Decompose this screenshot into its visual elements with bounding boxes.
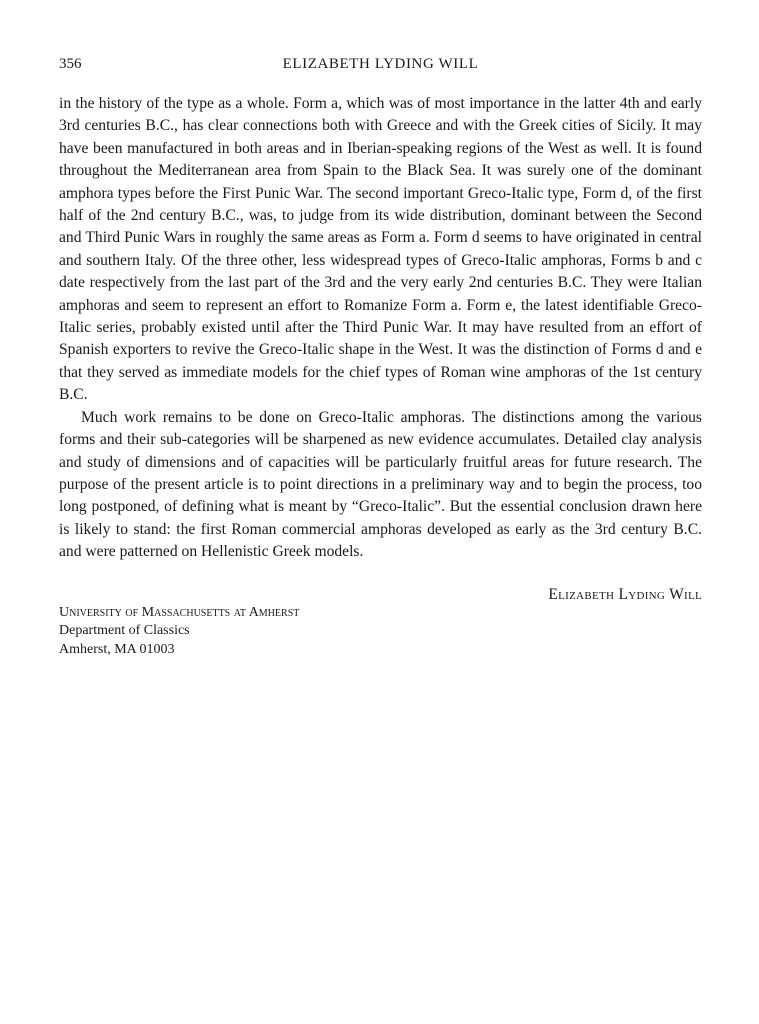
page-number: 356	[59, 56, 82, 72]
address: Amherst, MA 01003	[59, 641, 175, 657]
department: Department of Classics	[59, 623, 190, 639]
paragraph: in the history of the type as a whole. Form a, which was of most importance in the latter 4th and early 3rd centuries B.C., has clear connections both with Greece and with the Greek cities of Sicily. It may have been manufactured in both areas and in Iberian-speaking regions of the West as well. It is found throughout the Mediterranean area from Spain to the Black Sea. It was surely one of the dominant amphora types before the First Punic War. The second important Greco-Italic type, Form d, of the first half of the 2nd century B.C., was, to judge from its wide distribution, dominant between the Second and Third Punic Wars in roughly the same areas as Form a. Form d seems to have originated in central and southern Italy. Of the three other, less widespread types of Greco-Italic amphoras, Forms b and c date respectively from the last part of the 3rd and the very early 2nd centuries B.C. They were Italian amphoras and seem to represent an effort to Romanize Form a. Form e, the latest identifiable Greco-Italic series, probably existed until after the Third Punic War. It may have resulted from an effort of Spanish exporters to revive the Greco-Italic shape in the West. It was the distinction of Forms d and e that they served as immediate models for the chief types of Roman wine amphoras of the 1st century B.C.	[59, 95, 702, 404]
page	[59, 56, 702, 659]
body-text	[59, 93, 702, 564]
institution: University of Massachusetts at Amherst	[59, 604, 300, 620]
running-head	[59, 56, 702, 78]
running-title: ELIZABETH LYDING WILL	[282, 56, 479, 72]
paragraph: Much work remains to be done on Greco-Italic amphoras. The distinctions among the various forms and their sub-categories will be sharpened as new evidence accumulates. Detailed clay analysis and study of dimensions and of capacities will be particularly fruitful areas for future research. The purpose of the present article is to point directions in a preliminary way and to begin the process, too long postponed, of defining what is meant by “Greco-Italic”. But the essential conclusion drawn here is likely to stand: the first Roman commercial amphoras developed as early as the 3rd century B.C. and were patterned on Hellenistic Greek models.	[59, 408, 702, 561]
author-affiliation	[59, 604, 702, 660]
author-signature: Elizabeth Lyding Will	[548, 585, 702, 603]
